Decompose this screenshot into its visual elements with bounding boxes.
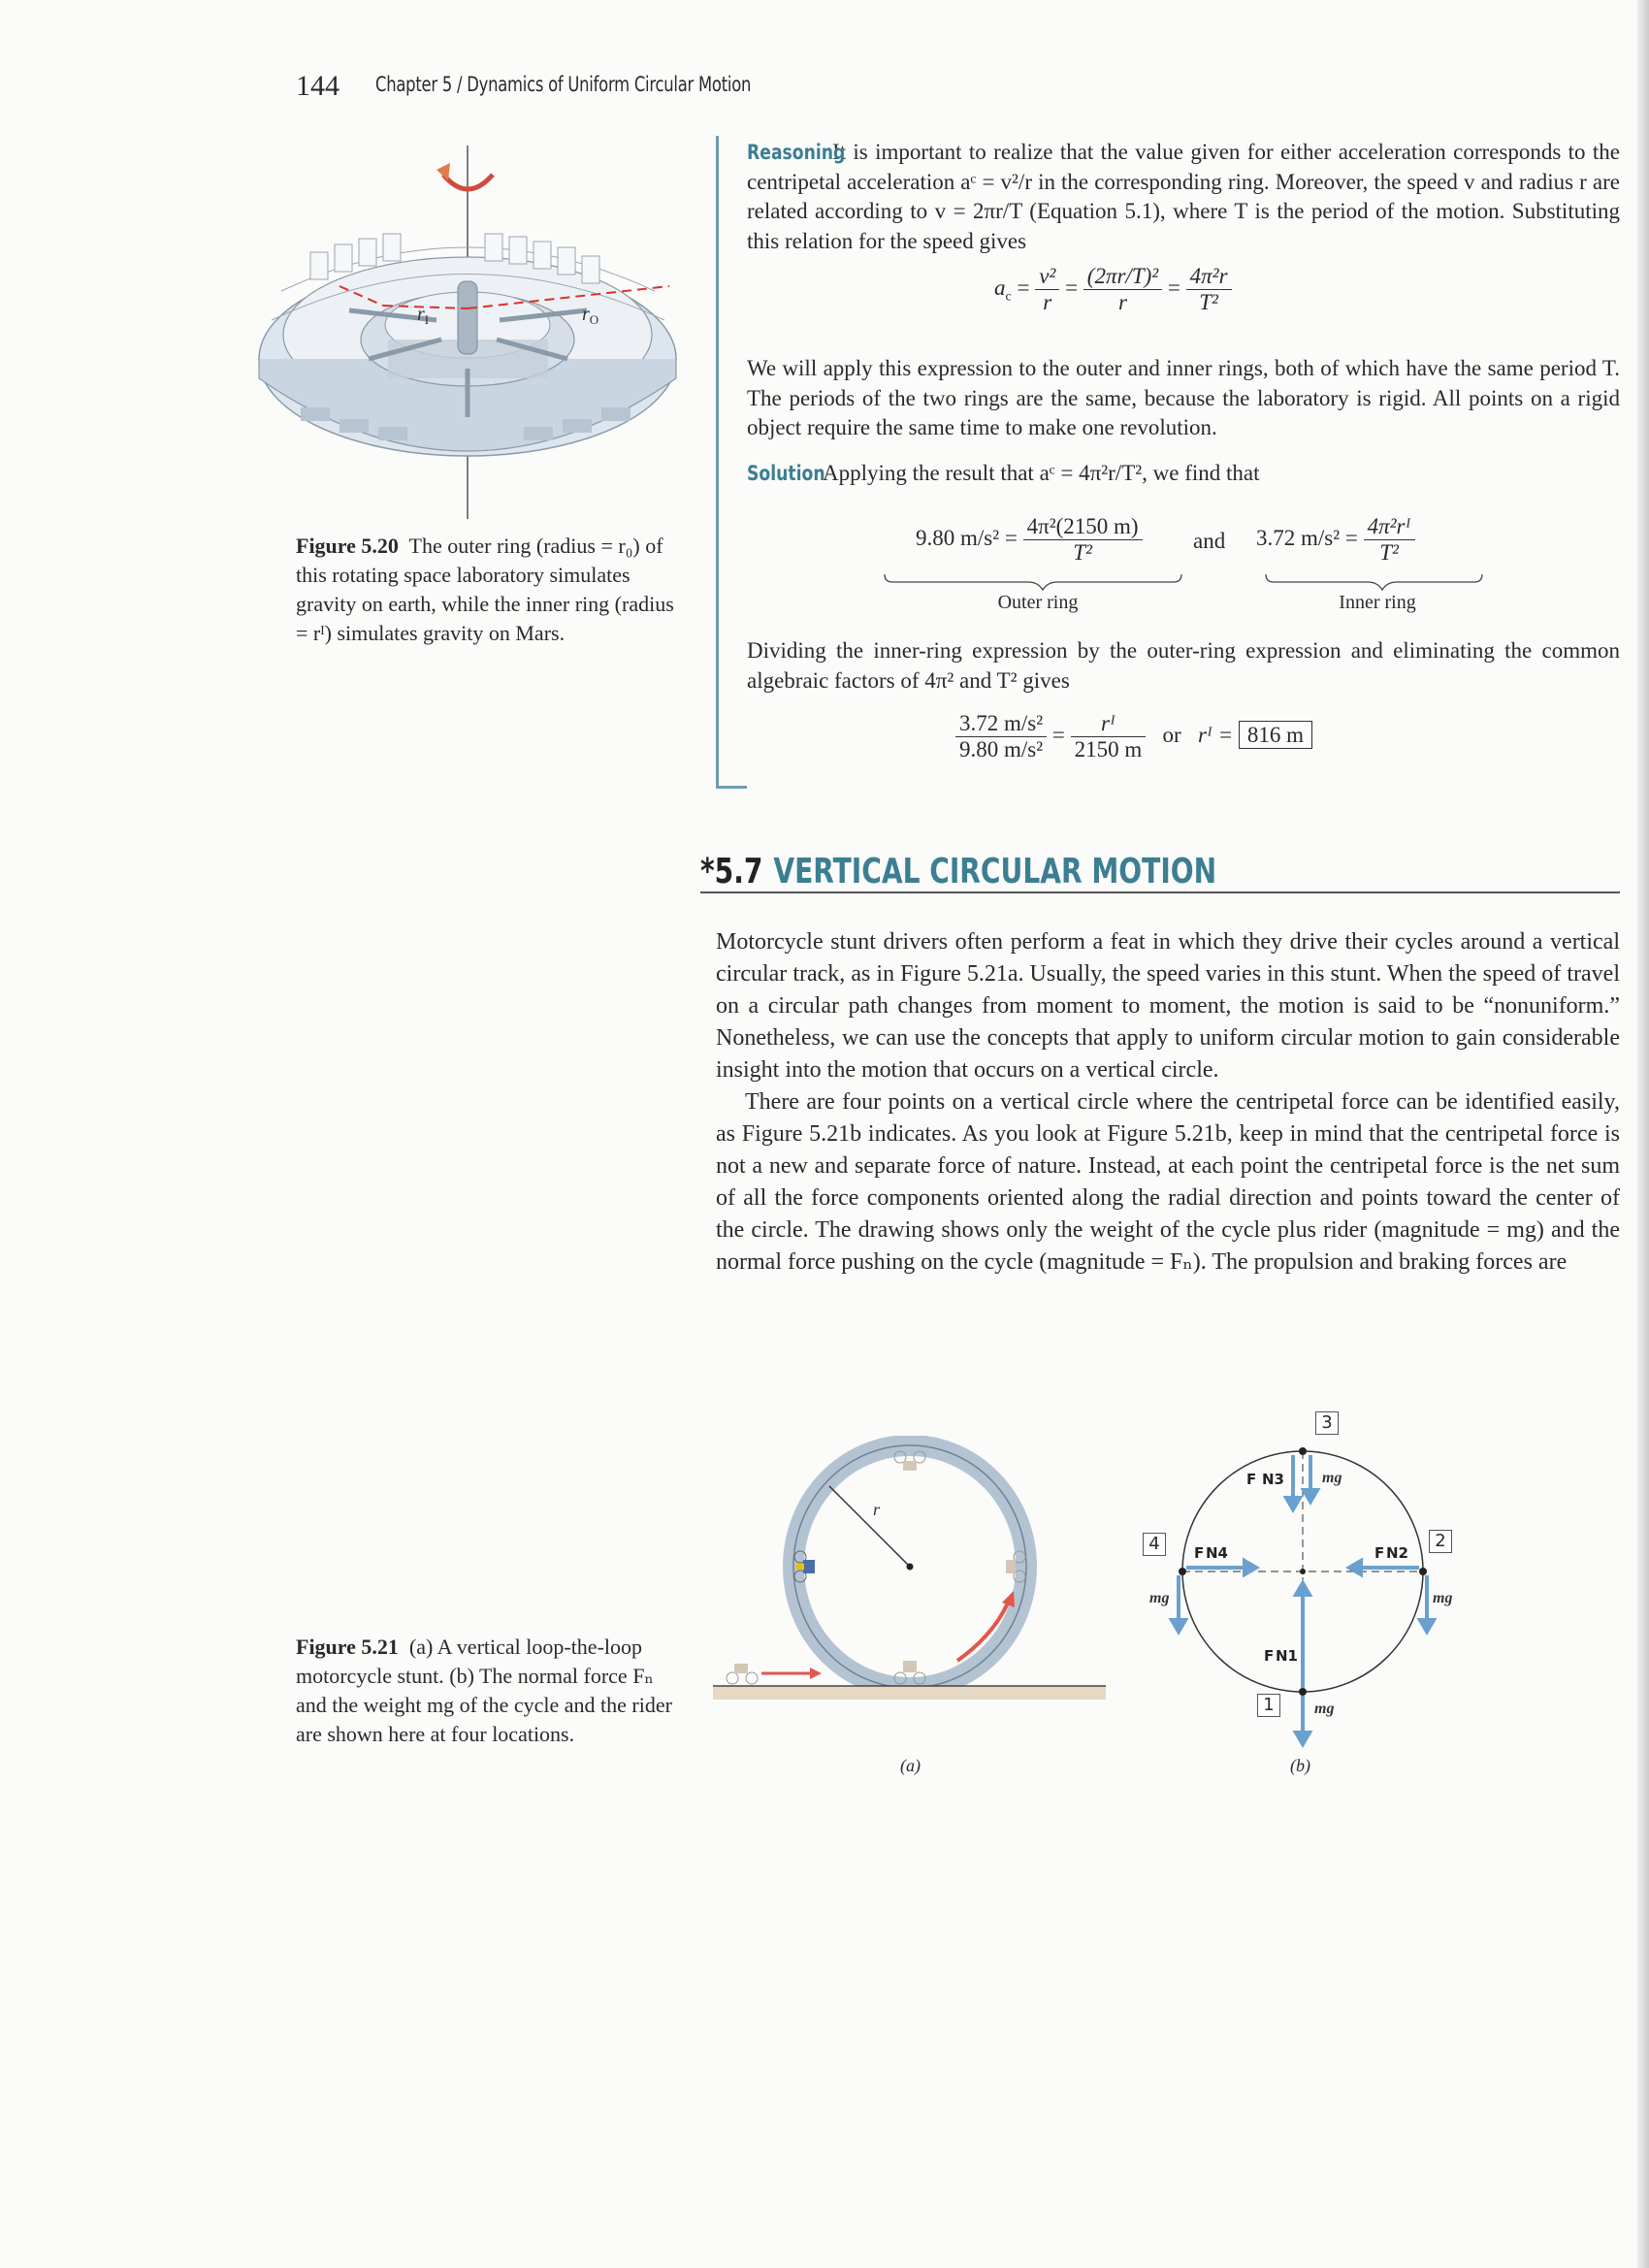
body-paragraph-2: There are four points on a vertical circle where the centripetal force can be identified easily, as Figure 5.21b indicates. As you look at Figure 5.21b, keep in mind that the centripetal force is not a new and separate force of nature. Instead, at each point the centripetal force is the net sum of all the force components oriented along the radial direction and points toward the center of the circle. The drawing shows only the weight of the cycle plus rider (magnitude = mg) and the normal force pushing on the cycle (magnitude = Fₙ). The propulsion and braking forces are <box>716 1089 1620 1275</box>
label-ri: $r_I$ <box>417 304 430 327</box>
page-number: 144 <box>296 70 340 102</box>
fraction: $\frac{\text{v²}}{r}$ <box>1035 264 1059 315</box>
caption-title: Figure 5.20 <box>296 534 399 558</box>
reasoning-text: It is important to realize that the value given for either acceleration corresponds to the centripetal acceleration aᶜ = v²/r in the corresponding ring. Moreover, the speed v and radius r are related according to v = 2πr/T (Equation 5.1), where T is the period of the motion. Substituting this relation for the speed gives <box>747 140 1620 253</box>
label-r: r <box>873 1500 881 1519</box>
section-body <box>716 926 1620 1279</box>
point-3 <box>1299 1447 1307 1455</box>
outer-ring-label: Outer ring <box>997 592 1079 613</box>
fraction: $\frac{\text{4π²(2150 m)}}{\text{T²}}$ <box>1023 514 1143 566</box>
and-word: and <box>1193 529 1226 553</box>
point-2-box: 2 <box>1429 1530 1452 1553</box>
section-rule <box>700 891 1620 893</box>
fn4-label: N4 <box>1206 1544 1228 1562</box>
solution-paragraph-2: Dividing the inner-ring expression by the outer-ring expression and eliminating the common algebraic factors of 4π² and T² gives <box>747 638 1620 693</box>
mg-label: mg <box>1149 1590 1170 1606</box>
solution-text: Applying the result that aᶜ = 4π²r/T², we find that <box>823 461 1260 485</box>
equation-centripetal: $a_c$ = $\frac{\text{v²}}{r}$ = $\frac{\text{(2πr/T)²}}{r}$ = $\frac{\text{4π²r}}{\text{T²}}$ <box>994 264 1232 315</box>
central-hub <box>458 281 477 354</box>
ground <box>713 1686 1106 1700</box>
reasoning-paragraph <box>747 138 1620 256</box>
figure-5-21-caption <box>296 1633 689 1749</box>
equation-ratio: $\frac{\text{3.72 m/s²}}{\text{9.80 m/s²}}$ = $\frac{\text{rᴵ}}{2150 m}$ or rᴵ = 816 m <box>955 711 1312 762</box>
page-edge <box>1637 0 1649 2268</box>
fn2-label: N2 <box>1386 1544 1408 1562</box>
space-lab-illustration <box>242 136 679 524</box>
caption-title: Figure 5.21 <box>296 1635 399 1659</box>
caption-body: (a) A vertical loop-the-loop motorcycle stunt. (b) The normal force Fₙ and the weight mg of the cycle and the rider are shown here at four locations. <box>296 1635 672 1746</box>
point-4-box: 4 <box>1143 1533 1166 1556</box>
panel-b-label: (b) <box>1290 1756 1310 1775</box>
loop-the-loop-illustration <box>713 1436 1111 1707</box>
radius-line <box>829 1486 910 1567</box>
fn3-label: N3 <box>1262 1471 1284 1488</box>
inner-ring-label: Inner ring <box>1339 592 1416 613</box>
answer-box: 816 m <box>1239 721 1312 749</box>
motorcycle-rider-icon <box>727 1664 758 1684</box>
svg-text:F: F <box>1264 1647 1275 1665</box>
fraction: $\frac{\text{3.72 m/s²}}{\text{9.80 m/s²}}$ <box>955 711 1047 762</box>
svg-text:F: F <box>1246 1471 1257 1488</box>
point-2 <box>1419 1568 1427 1575</box>
mg-label: mg <box>1433 1590 1453 1606</box>
mg-label: mg <box>1322 1470 1342 1486</box>
underbraces <box>883 572 1484 592</box>
figure-5-20-caption <box>296 532 674 648</box>
label-ro: $r_O$ <box>582 304 599 327</box>
fraction: $\frac{\text{(2πr/T)²}}{r}$ <box>1083 264 1162 315</box>
fraction: $\frac{\text{rᴵ}}{2150 m}$ <box>1071 711 1147 762</box>
solution-paragraph <box>747 459 1620 489</box>
section-title: VERTICAL CIRCULAR MOTION <box>773 852 1217 891</box>
svg-text:F: F <box>1374 1544 1385 1562</box>
section-heading <box>700 852 1216 891</box>
svg-text:F: F <box>1194 1544 1205 1562</box>
running-title: Chapter 5 / Dynamics of Uniform Circular Motion <box>375 73 752 96</box>
mg-label: mg <box>1314 1701 1335 1717</box>
fraction: $\frac{\text{4π²rᴵ}}{\text{T²}}$ <box>1364 514 1415 566</box>
equation-outer-ring: 9.80 m/s² = $\frac{\text{4π²(2150 m)}}{\text{T²}}$ <box>916 514 1143 566</box>
point-1 <box>1299 1688 1307 1696</box>
solution-lead: Solution <box>747 462 825 485</box>
body-paragraph-1: Motorcycle stunt drivers often perform a feat in which they drive their cycles around a vertical circular track, as in Figure 5.21a. Usually, the speed varies in this stunt. When the speed of travel on a circular path changes from moment to moment, the motion is said to be “nonuniform.” Nonetheless, we can use the concepts that apply to uniform circular motion to gain considerable insight into the motion that occurs on a vertical circle. <box>716 929 1620 1083</box>
equation-inner-ring: 3.72 m/s² = $\frac{\text{4π²rᴵ}}{\text{T²}}$ <box>1256 514 1415 566</box>
panel-a-label: (a) <box>900 1756 921 1775</box>
fn1-label: N1 <box>1276 1647 1298 1665</box>
force-diagram <box>1130 1407 1470 1756</box>
fraction: $\frac{\text{4π²r}}{\text{T²}}$ <box>1186 264 1232 315</box>
reasoning-paragraph-2: We will apply this expression to the outer and inner rings, both of which have the same period T. The periods of the two rings are the same, because the laboratory is rigid. All points on a rigid object require the same time to make one revolution. <box>747 356 1620 439</box>
point-4 <box>1179 1568 1186 1575</box>
reasoning-lead: Reasoning <box>747 141 846 164</box>
loop-center <box>907 1564 914 1571</box>
section-number: *5.7 <box>700 852 763 891</box>
point-3-box: 3 <box>1315 1411 1339 1435</box>
caption-body: The outer ring (radius = r₀) of this rotating space laboratory simulates gravity on earth, while the inner ring (radius = rᴵ) simulates gravity on Mars. <box>296 534 674 645</box>
point-1-box: 1 <box>1257 1694 1280 1717</box>
example-sidebar-rule <box>716 136 719 789</box>
